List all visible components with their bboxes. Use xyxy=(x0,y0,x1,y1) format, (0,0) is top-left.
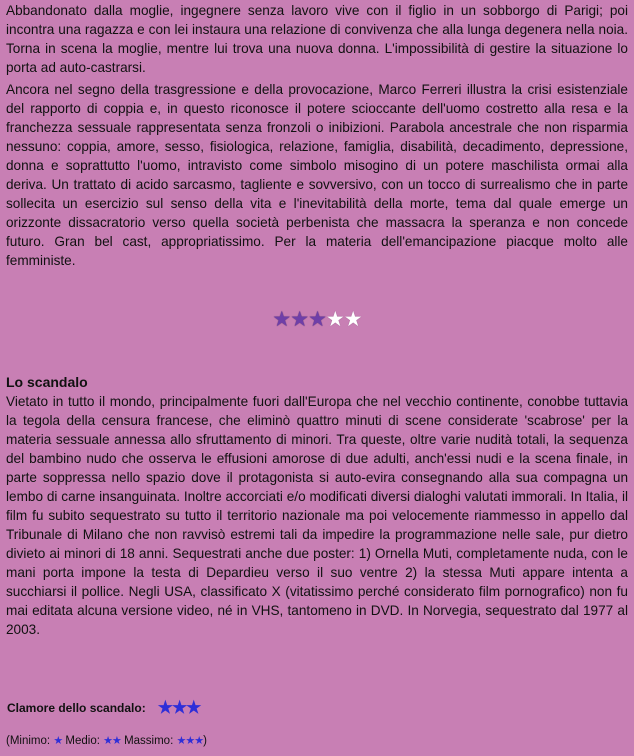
legend-minimo-label: Minimo: xyxy=(9,735,51,747)
legend-minimo-star-icon: ★ xyxy=(53,735,63,747)
rating-star-icon: ★ xyxy=(308,308,326,331)
rating-star-icon: ★ xyxy=(290,308,309,331)
legend-massimo-label: Massimo: xyxy=(124,735,174,747)
rating-stars xyxy=(0,309,634,331)
legend-medio-star-icon: ★★ xyxy=(103,735,121,747)
legend-close-paren: ) xyxy=(203,735,207,747)
commentary-paragraph: Ancora nel segno della trasgressione e della provocazione, Marco Ferreri illustra la crisi esistenziale del rapporto di coppia e, in questo riconosce il potere scioccante dell'uomo costretto alla resa e la franchezza sessuale rappresentata senza fronzoli o inibizioni. Parabola ancestrale che non risparmia nessuno: coppia, amore, sesso, fisiologica, relazione, famiglia, disabilità, decadimento, depressione, donna e soprattutto l'uomo, intravisto come simbolo misogino di un potere maschilista ormai alla deriva. Un trattato di acido sarcasmo, tagliente e sovversivo, con un tocco di surrealismo che in parte sollecita un esercizio sul senso della vita e l'inevitabilità della morte, tema dal quale emerge un orizzonte dissacratorio verso quella società perbenista che massacra la speranza e non concede futuro. Gran bel cast, appropriatissimo. Per la materia dell'emancipazione piacque molto alle femministe. xyxy=(6,82,628,268)
scandal-star-icon: ★★★ xyxy=(157,698,201,717)
plot-paragraph: Abbandonato dalla moglie, ingegnere senza lavoro vive con il figlio in un sobborgo di Parigi; poi incontra una ragazza e con lei instaura una relazione di convivenza che alla lunga degenera nella noia. Torna in scena la moglie, mentre lui trova una nuova donna. L'impossibilità di gestire la situazione lo porta ad auto-castrarsi. xyxy=(6,3,628,75)
rating-star-empty-icon: ★ xyxy=(343,308,362,331)
scandal-heading: Lo scandalo xyxy=(6,374,88,390)
legend-massimo-star-icon: ★★★ xyxy=(176,735,204,747)
scandal-legend xyxy=(6,733,207,749)
scandal-paragraph: Vietato in tutto il mondo, principalmente fuori dall'Europa che nel vecchio continente, conobbe tuttavia la tegola della censura francese, che eliminò quattro minuti di scene considerate 'scabrose' per la materia sessuale annessa allo sfruttamento di minori. Tra queste, oltre varie nudità totali, la sequenza del bambino nudo che osserva le effusioni amorose di due adulti, anch'essi nudi e la scena finale, in parte soppressa nello spazio dove il protagonista si auto-evira consegnando alla sua compagna un lembo di carne insanguinata. Inoltre accorciati e/o modificati diversi dialoghi valutati immorali. In Italia, il film fu subito sequestrato su tutto il territorio nazionale ma poi velocemente riammesso in appello dal Tribunale di Milano che non ravvisò estremi tali da impedire la programmazione nelle sale, pur dietro divieto ai minori di 18 anni. Sequestrati anche due poster: 1) Ornella Muti, completamente nuda, con le mani porta impone la testa di Depardieu verso il suo ventre 2) la stessa Muti appare intenta a succhiarsi il pollice. Negli USA, classificato X (vitatissimo perché considerato film pornografico) non fu mai editata alcuna versione video, né in VHS, tantomeno in DVD. In Norvegia, sequestrato dal 1977 al 2003. xyxy=(6,394,628,637)
legend-open-paren: ( xyxy=(6,735,10,747)
scandal-rating-label: Clamore dello scandalo: xyxy=(7,701,146,715)
rating-star-empty-icon: ★ xyxy=(325,308,344,331)
rating-star-icon: ★ xyxy=(272,308,291,331)
legend-medio-label: Medio: xyxy=(65,735,100,747)
scandal-rating xyxy=(7,699,200,717)
